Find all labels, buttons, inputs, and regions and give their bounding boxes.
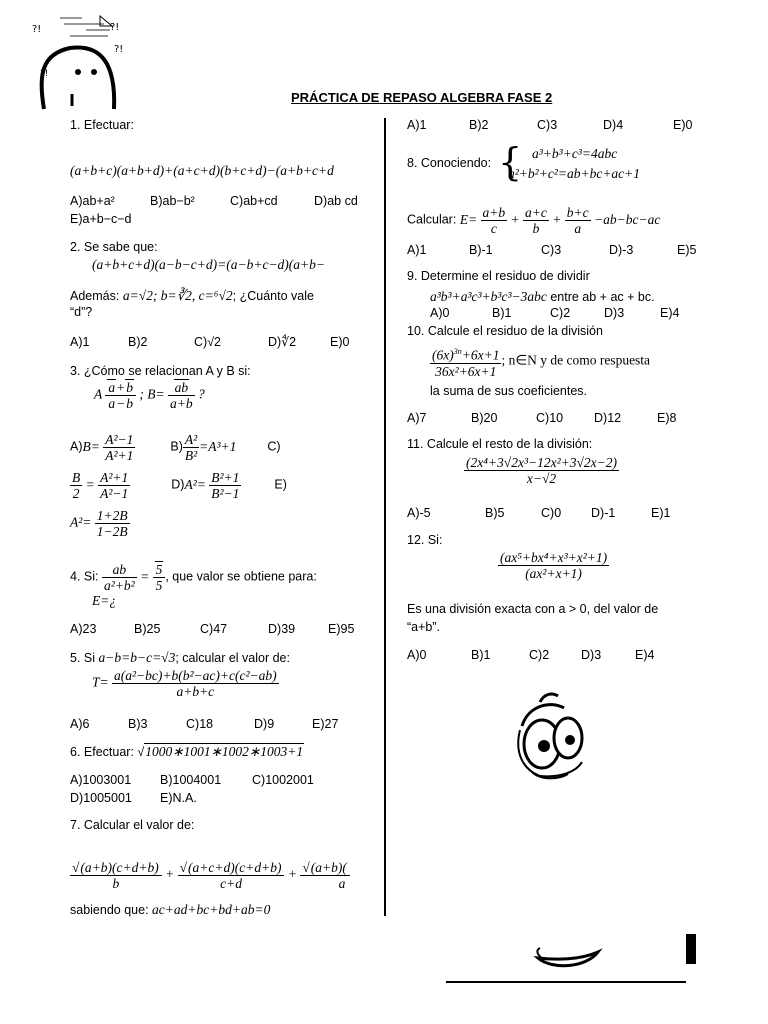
option: C)3 xyxy=(541,243,562,257)
question-4-line: 4. Si: $\frac{ab}{\text{a²+b²}}$ = $\frac{5}{5}$ , que valor se obtiene para: xyxy=(70,562,317,593)
condition-values: a=√2; b=∛2, c=⁶√2 xyxy=(122,288,233,303)
option: A)1 xyxy=(407,118,427,132)
option: A)1 xyxy=(70,335,90,349)
question-7-condition: ac+ad+bc+bd+ab=0 xyxy=(152,902,271,917)
option: D)12 xyxy=(594,411,622,425)
option: E)1 xyxy=(651,506,671,520)
option-a-label: A) xyxy=(70,439,83,454)
question-6-label: 6. Efectuar: xyxy=(70,745,134,759)
option: E)8 xyxy=(657,411,677,425)
option: E)5 xyxy=(677,243,697,257)
question-9-options xyxy=(430,306,679,321)
option: E)4 xyxy=(635,648,655,662)
option: B)ab−b² xyxy=(150,194,195,208)
cartoon-face-image xyxy=(440,690,710,990)
option: A)1 xyxy=(407,243,427,257)
question-5-expression: T= $\frac{\text{a(a²−bc)+b(b²−ac)+c(c²−ab)}}{a+b+c}$ xyxy=(92,668,277,699)
question-8-calc-line: Calcular: E= $\frac{a+b}{c}$ + $\frac{a+c}{b}$ + $\frac{b+c}{a}$ −ab−bc−ac xyxy=(407,205,661,236)
question-10-tail: ; n∈N y de como respuesta xyxy=(501,352,651,368)
question-12-denominator: (ax²+x+1) xyxy=(525,566,582,581)
option: B)20 xyxy=(471,411,498,425)
option: C)10 xyxy=(536,411,564,425)
option: A)0 xyxy=(407,648,427,662)
doodle-character-image xyxy=(30,14,130,114)
option: B)5 xyxy=(485,506,505,520)
question-10-tail-2: la suma de sus coeficientes. xyxy=(430,384,588,398)
question-8-equation-1: a³+b³+c³=4abc xyxy=(532,146,618,161)
question-8-equation-2: a²+b²+c²=ab+bc+ac+1 xyxy=(508,166,641,181)
option: C)1002001 xyxy=(252,773,314,787)
question-2-expression: (a+b+c+d)(a−b−c+d)=(a−b+c−d)(a+b− xyxy=(92,257,326,272)
question-3-expression: A $\frac{a+b}{a-b}$ ; B= $\frac{ab}{a+b}$ ? xyxy=(94,380,205,411)
question-10-label: 10. Calcule el residuo de la división xyxy=(407,324,603,338)
question-11-options xyxy=(407,506,670,521)
question-12-label: 12. Si: xyxy=(407,533,443,547)
question-12-text-1: Es una división exacta con a > 0, del valor de xyxy=(407,602,659,616)
question-6-options-row-1 xyxy=(70,773,314,788)
question-1-options-row-1 xyxy=(70,194,358,209)
question-6-expression: 1000∗1001∗1002∗1003+1 xyxy=(145,744,304,759)
question-6-options-row-2 xyxy=(70,791,197,806)
option: C)2 xyxy=(550,306,571,320)
question-12-fraction xyxy=(498,550,609,581)
option: D)ab cd xyxy=(314,194,358,208)
option: D)9 xyxy=(254,717,275,731)
option: E)95 xyxy=(328,622,355,636)
option: E)4 xyxy=(660,306,680,320)
option-c-label: C) xyxy=(267,439,281,454)
svg-text:?!: ?! xyxy=(110,22,120,33)
question-4-label: 4. Si: xyxy=(70,569,99,584)
question-5-options xyxy=(70,717,338,732)
question-6-line: 6. Efectuar: √1000∗1001∗1002∗1003+1 xyxy=(70,744,304,759)
option: A)7 xyxy=(407,411,427,425)
system-brace: { xyxy=(498,140,523,184)
option: E)N.A. xyxy=(160,791,197,805)
option: A)23 xyxy=(70,622,97,636)
option: D)∜2 xyxy=(268,335,297,349)
question-11-label: 11. Calcule el resto de la división: xyxy=(407,437,593,451)
sabiendo-label: sabiendo que: xyxy=(70,903,149,917)
question-1-expression: (a+b+c)(a+b+d)+(a+c+d)(b+c+d)−(a+b+c+d xyxy=(70,163,334,178)
option: D)3 xyxy=(604,306,625,320)
option: A)6 xyxy=(70,717,90,731)
option: B)2 xyxy=(128,335,148,349)
question-12-text-2: “a+b”. xyxy=(407,620,441,634)
question-7-label: 7. Calcular el valor de: xyxy=(70,818,195,832)
question-2-ask-d: “d”? xyxy=(70,305,93,319)
question-1-option-e: E)a+b−c−d xyxy=(70,212,132,226)
option: E)27 xyxy=(312,717,339,731)
question-10-expression-line: $\frac{(6x)^{3n}+6x+1}{\text{36x²+6x+1}}$ ; n∈N y de como respuesta xyxy=(430,344,650,379)
option: B)1 xyxy=(492,306,512,320)
question-12-numerator: (ax⁵+bx⁴+x³+x²+1) xyxy=(500,550,608,565)
option: E)0 xyxy=(330,335,350,349)
option: C)0 xyxy=(541,506,562,520)
question-5-condition: a−b=b−c=√3 xyxy=(98,650,176,665)
svg-text:?!: ?! xyxy=(114,44,124,55)
question-2-conditions xyxy=(70,288,314,304)
option: B)1004001 xyxy=(160,773,222,787)
question-8-options xyxy=(407,243,696,258)
question-4-options xyxy=(70,622,354,637)
option: B)3 xyxy=(128,717,148,731)
option: A)0 xyxy=(430,306,450,320)
question-11-denominator: x−√2 xyxy=(526,471,557,486)
question-10-options xyxy=(407,411,676,426)
question-5-text: ; calcular el valor de: xyxy=(175,651,290,665)
option: E)0 xyxy=(673,118,693,132)
question-5-label: 5. Si xyxy=(70,651,96,665)
option: B)1 xyxy=(471,648,491,662)
question-2-label: 2. Se sabe que: xyxy=(70,240,158,254)
question-3-options-row-2: $\frac{B}{2}$ = $\frac{\text{A²+1}}{\text{A²−1}}$ D)A²= $\frac{\text{B²+1}}{\text{B²−1}}$ E) xyxy=(72,470,287,501)
option: D)4 xyxy=(603,118,624,132)
question-11-numerator: (2x⁴+3√2x³−12x²+3√2x−2) xyxy=(466,455,618,470)
question-3-option-e-expression: A²= $\frac{1+2B}{1-2B}$ xyxy=(70,508,128,539)
option: D)-1 xyxy=(591,506,616,520)
question-7-options xyxy=(407,118,692,133)
ademas-label: Además: xyxy=(70,289,120,303)
question-4-text: , que valor se obtiene para: xyxy=(165,569,317,584)
option: A)1003001 xyxy=(70,773,132,787)
ask-text: ; ¿Cuánto vale xyxy=(232,289,314,303)
calcular-label: Calcular: xyxy=(407,212,457,227)
option-e-label: E) xyxy=(274,477,287,492)
question-3-label: 3. ¿Cómo se relacionan A y B si: xyxy=(70,364,251,378)
option: B)25 xyxy=(134,622,161,636)
option-b-label: B) xyxy=(170,439,183,454)
option: C)3 xyxy=(537,118,558,132)
svg-text:?!: ?! xyxy=(40,69,49,79)
option: D)39 xyxy=(268,622,296,636)
question-2-options xyxy=(70,335,349,350)
option: C)√2 xyxy=(194,335,222,349)
question-9-expression-line xyxy=(430,289,655,305)
question-11-fraction xyxy=(464,455,619,486)
option: D)3 xyxy=(581,648,602,662)
option: A)-5 xyxy=(407,506,431,520)
question-7-condition-line xyxy=(70,902,270,918)
option: C)ab+cd xyxy=(230,194,278,208)
question-9-tail: entre ab + ac + bc. xyxy=(550,290,655,304)
column-divider xyxy=(384,118,386,916)
svg-text:?!: ?! xyxy=(32,24,42,35)
page-title: PRÁCTICA DE REPASO ALGEBRA FASE 2 xyxy=(291,90,553,105)
question-8-label: 8. Conociendo: xyxy=(407,156,492,170)
option: C)18 xyxy=(186,717,214,731)
question-7-expression: $\frac{√(a+b)(c+d+b)}{b}$ + $\frac{√(a+c+d)(c+d+b)}{c+d}$ + $\frac{√(a+b)(}{a}$ xyxy=(70,860,382,891)
option: B)2 xyxy=(469,118,489,132)
option: B)-1 xyxy=(469,243,493,257)
question-5-line xyxy=(70,650,290,666)
option: A)ab+a² xyxy=(70,194,115,208)
option: C)2 xyxy=(529,648,550,662)
option: D)-3 xyxy=(609,243,634,257)
question-9-expression: a³b³+a³c³+b³c³−3abc xyxy=(430,289,547,304)
option-d-label: D) xyxy=(171,477,185,492)
question-9-label: 9. Determine el residuo de dividir xyxy=(407,269,590,283)
option: D)1005001 xyxy=(70,791,132,805)
question-3-options-row-1: A)B= $\frac{\text{A²−1}}{\text{A²+1}}$ B) $\frac{\text{A²}}{\text{B²}}$ =A³+1 C) xyxy=(70,432,281,463)
question-12-options xyxy=(407,648,654,663)
question-1-label: 1. Efectuar: xyxy=(70,118,134,132)
question-4-e: E=¿ xyxy=(92,593,117,608)
option: C)47 xyxy=(200,622,228,636)
